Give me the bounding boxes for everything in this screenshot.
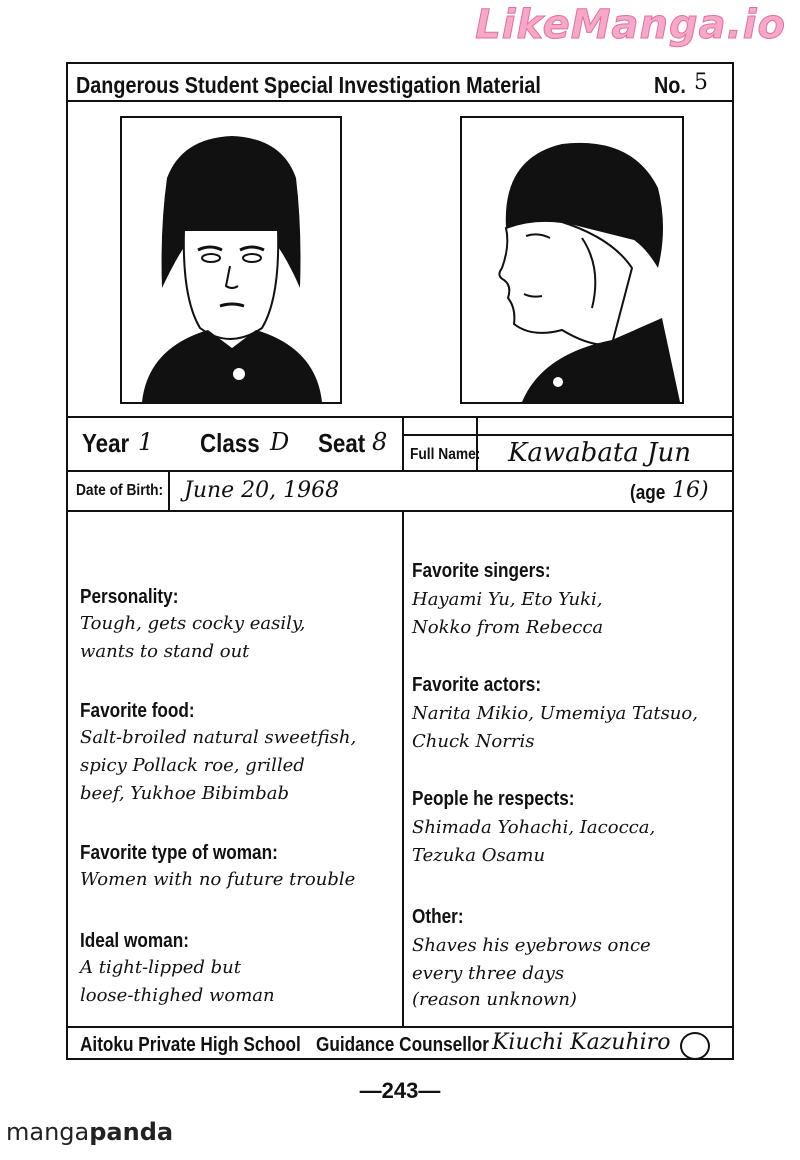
portrait-profile-image bbox=[462, 118, 682, 402]
watermark-mangapanda-suffix: panda bbox=[89, 1118, 174, 1146]
favorite-singers-line-1: Hayami Yu, Eto Yuki, bbox=[412, 589, 603, 610]
people-respected-label: People he respects: bbox=[412, 788, 575, 810]
year-value: 1 bbox=[138, 428, 154, 456]
age-value: 16) bbox=[672, 478, 709, 503]
photo-front bbox=[120, 116, 342, 404]
photo-profile bbox=[460, 116, 684, 404]
favorite-food-label: Favorite food: bbox=[80, 700, 195, 722]
favorite-singers-label: Favorite singers: bbox=[412, 560, 551, 582]
investigation-card bbox=[66, 62, 734, 1060]
ideal-woman-line-1: A tight-lipped but bbox=[80, 957, 241, 978]
watermark-mangapanda bbox=[6, 1118, 173, 1146]
card-number-value: 5 bbox=[694, 70, 708, 95]
favorite-actors-label: Favorite actors: bbox=[412, 674, 542, 696]
seal-stamp-icon bbox=[680, 1032, 710, 1060]
seat-value: 8 bbox=[372, 428, 388, 456]
class-value: D bbox=[270, 428, 290, 456]
favorite-woman-type-label: Favorite type of woman: bbox=[80, 842, 278, 864]
school-name: Aitoku Private High School bbox=[80, 1034, 301, 1056]
dob-value: June 20, 1968 bbox=[184, 478, 340, 503]
other-line-2: every three days bbox=[412, 963, 565, 984]
personality-line-1: Tough, gets cocky easily, bbox=[80, 613, 306, 634]
ideal-woman-line-2: loose-thighed woman bbox=[80, 985, 275, 1006]
favorite-singers-line-2: Nokko from Rebecca bbox=[412, 617, 604, 638]
page-number: —243— bbox=[359, 1078, 441, 1103]
full-name-label: Full Name: bbox=[410, 446, 481, 463]
class-label: Class bbox=[200, 428, 260, 458]
other-label: Other: bbox=[412, 906, 464, 928]
watermark-logo: LikeManga.io bbox=[475, 2, 786, 48]
card-number-label: No. bbox=[654, 72, 686, 98]
counsellor-name: Kiuchi Kazuhiro bbox=[492, 1030, 671, 1055]
dob-label: Date of Birth: bbox=[76, 482, 164, 499]
ideal-woman-label: Ideal woman: bbox=[80, 930, 189, 952]
people-respected-line-1: Shimada Yohachi, Iacocca, bbox=[412, 817, 656, 838]
full-name-value: Kawabata Jun bbox=[508, 438, 691, 468]
age-label: (age bbox=[630, 482, 666, 504]
favorite-food-line-2: spicy Pollack roe, grilled bbox=[80, 755, 305, 776]
favorite-actors-line-1: Narita Mikio, Umemiya Tatsuo, bbox=[412, 703, 698, 724]
other-line-3: (reason unknown) bbox=[412, 989, 577, 1010]
personality-line-2: wants to stand out bbox=[80, 641, 250, 662]
counsellor-label: Guidance Counsellor bbox=[316, 1034, 489, 1056]
favorite-actors-line-2: Chuck Norris bbox=[412, 731, 535, 752]
favorite-food-line-3: beef, Yukhoe Bibimbab bbox=[80, 783, 290, 804]
personality-label: Personality: bbox=[80, 586, 179, 608]
favorite-food-line-1: Salt-broiled natural sweetfish, bbox=[80, 727, 357, 748]
portrait-front-image bbox=[122, 118, 340, 402]
year-label: Year bbox=[82, 428, 130, 458]
card-title: Dangerous Student Special Investigation Material bbox=[76, 72, 541, 98]
other-line-1: Shaves his eyebrows once bbox=[412, 935, 651, 956]
people-respected-line-2: Tezuka Osamu bbox=[412, 845, 546, 866]
watermark-mangapanda-prefix: manga bbox=[6, 1118, 90, 1146]
seat-label: Seat bbox=[318, 428, 366, 458]
favorite-woman-type-line-1: Women with no future trouble bbox=[80, 869, 356, 890]
